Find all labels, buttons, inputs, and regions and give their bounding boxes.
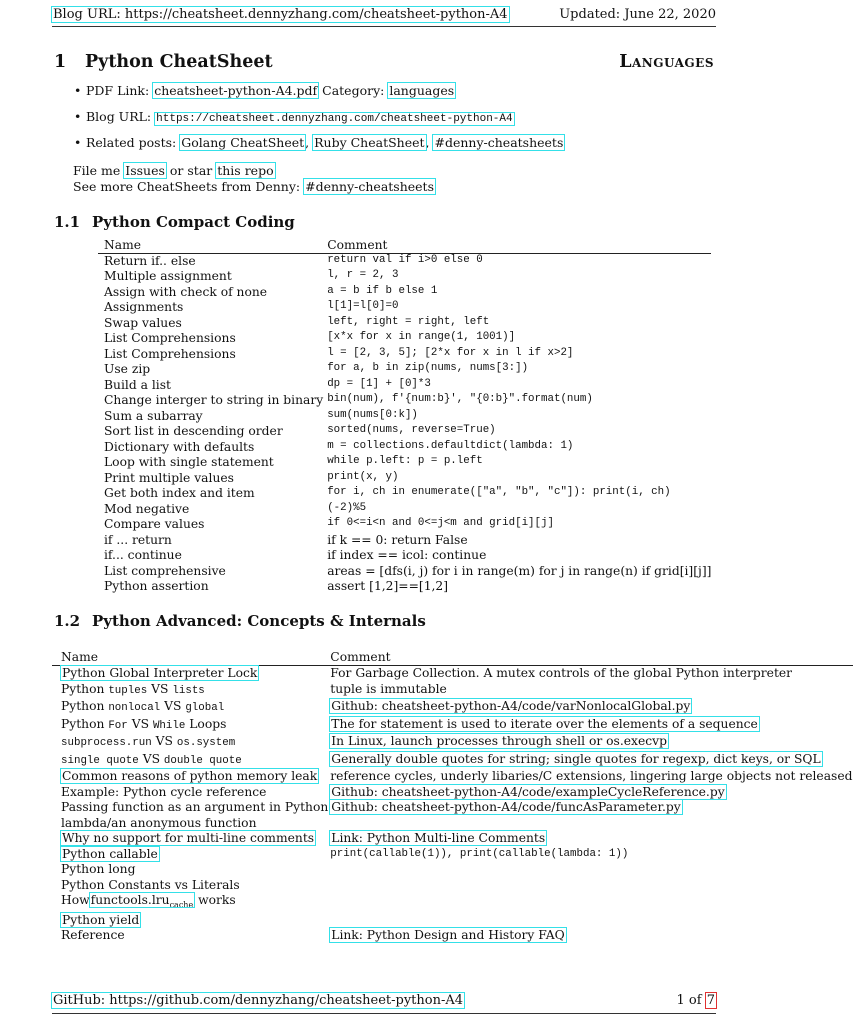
section-heading bbox=[54, 52, 714, 74]
table-row bbox=[98, 378, 711, 394]
row-name: List comprehensive bbox=[104, 563, 226, 578]
table-row bbox=[98, 564, 711, 580]
row-comment: For Garbage Collection. A mutex controls of the global Python interpreter bbox=[330, 666, 793, 680]
advanced-concepts-table bbox=[52, 650, 853, 944]
row-name: Python Constants vs Literals bbox=[61, 877, 240, 892]
row-comment bbox=[328, 878, 852, 894]
nonlocal-github-link[interactable]: Github: cheatsheet-python-A4/code/varNonlocalGlobal.py bbox=[331, 699, 691, 713]
text: Python bbox=[61, 699, 105, 713]
table-row bbox=[98, 347, 711, 363]
yield-link[interactable]: Python yield bbox=[62, 912, 140, 927]
table-row bbox=[98, 517, 711, 533]
col-name-header: Name bbox=[52, 650, 328, 666]
row-name bbox=[52, 734, 328, 752]
row-comment: print(callable(1)), print(callable(lambda: 1)) bbox=[330, 847, 629, 860]
table-header bbox=[98, 238, 711, 254]
subprocess-link[interactable]: In Linux, launch processes through shell or os.execvp bbox=[331, 734, 667, 748]
blog-url-link[interactable]: Blog URL: https://cheatsheet.dennyzhang.com/cheatsheet-python-A4 bbox=[53, 7, 508, 22]
table-row bbox=[52, 752, 853, 770]
row-comment: (-2)%5 bbox=[327, 501, 367, 514]
related-label: Related posts: bbox=[86, 135, 177, 150]
code-text: nonlocal bbox=[108, 702, 161, 714]
table-row bbox=[98, 502, 711, 518]
row-comment: a = b if b else 1 bbox=[327, 284, 438, 297]
row-comment: return val if i>0 else 0 bbox=[327, 254, 483, 266]
page-indicator bbox=[677, 993, 716, 1008]
code-text: double quote bbox=[163, 754, 242, 767]
compact-coding-table bbox=[98, 238, 711, 595]
row-comment: areas = [dfs(i, j) for i in range(m) for j in range(n) if grid[i][j]] bbox=[327, 563, 712, 578]
table-row bbox=[98, 331, 711, 347]
code-text: lists bbox=[172, 684, 205, 697]
fileme-middle: or star bbox=[169, 163, 213, 178]
bullet-icon: • bbox=[74, 109, 82, 124]
row-comment: for i, ch in enumerate(["a", "b", "c"]): print(i, ch) bbox=[327, 486, 671, 498]
category-link[interactable]: languages bbox=[389, 83, 455, 98]
code-text: tuples bbox=[108, 684, 148, 697]
table-row bbox=[52, 893, 853, 913]
table-row bbox=[52, 862, 853, 878]
row-comment: l[1]=l[0]=0 bbox=[327, 300, 399, 312]
row-comment: left, right = right, left bbox=[327, 315, 490, 328]
row-comment bbox=[328, 816, 852, 832]
subsection-title: Python Compact Coding bbox=[92, 213, 295, 231]
code-text: For bbox=[108, 719, 128, 732]
table-row bbox=[52, 816, 853, 832]
text: works bbox=[198, 893, 236, 907]
row-name: lambda/an anonymous function bbox=[61, 815, 257, 830]
row-name: Get both index and item bbox=[104, 486, 255, 500]
table-row bbox=[52, 717, 853, 735]
subsection-title: Python Advanced: Concepts & Internals bbox=[92, 612, 426, 630]
table-row bbox=[52, 682, 853, 700]
table-row bbox=[98, 285, 711, 301]
row-name: Assignments bbox=[104, 300, 184, 314]
code-text: os.system bbox=[176, 737, 236, 749]
code-text: single quote bbox=[61, 754, 139, 767]
row-comment bbox=[328, 913, 852, 929]
row-name bbox=[52, 893, 328, 913]
text: VS bbox=[164, 699, 182, 713]
text: Python bbox=[61, 681, 105, 696]
table-row bbox=[52, 831, 853, 847]
row-comment bbox=[328, 893, 852, 913]
table-row bbox=[98, 548, 711, 564]
row-comment: for a, b in zip(nums, nums[3:]) bbox=[327, 362, 529, 374]
row-name: Loop with single statement bbox=[104, 455, 274, 469]
text: VS bbox=[151, 681, 169, 696]
more-text: See more CheatSheets from Denny: bbox=[73, 179, 301, 194]
row-name: Compare values bbox=[104, 517, 205, 531]
row-name bbox=[52, 682, 328, 700]
row-name: Change interger to string in binary bbox=[104, 393, 324, 407]
row-name: Mod negative bbox=[104, 501, 190, 516]
subsection-heading bbox=[54, 213, 454, 233]
memory-leak-link[interactable]: Common reasons of python memory leak bbox=[62, 769, 318, 783]
section-category: Languages bbox=[619, 52, 714, 72]
table-row bbox=[98, 455, 711, 471]
row-name: Reference bbox=[61, 928, 125, 943]
row-name: Python assertion bbox=[104, 579, 209, 593]
row-comment bbox=[328, 862, 852, 878]
subsection-number: 1.2 bbox=[54, 612, 81, 630]
table-row bbox=[98, 362, 711, 378]
gil-link[interactable]: Python Global Interpreter Lock bbox=[62, 666, 258, 680]
text: VS bbox=[142, 751, 160, 766]
code-text: While bbox=[152, 719, 186, 732]
code-text: global bbox=[185, 702, 225, 714]
multiline-comments-ref-link[interactable]: Link: Python Multi-line Comments bbox=[331, 831, 546, 845]
table-row bbox=[98, 579, 711, 595]
row-comment: if k == 0: return False bbox=[327, 532, 468, 547]
table-row bbox=[98, 300, 711, 316]
row-name: Assign with check of none bbox=[104, 284, 268, 299]
row-name bbox=[52, 717, 328, 735]
text: VS bbox=[131, 716, 150, 731]
col-comment-header: Comment bbox=[328, 650, 852, 666]
page-footer bbox=[52, 993, 716, 1014]
col-comment-header: Comment bbox=[323, 238, 711, 254]
section-title: Python CheatSheet bbox=[85, 52, 273, 72]
more-cheatsheets-link[interactable]: #denny-cheatsheets bbox=[305, 179, 434, 194]
table-row bbox=[52, 800, 853, 816]
multiline-comments-link[interactable]: Why no support for multi-line comments bbox=[62, 831, 315, 845]
row-name: List Comprehensions bbox=[104, 346, 236, 361]
text: How bbox=[61, 893, 90, 907]
lru-subscript: cache bbox=[169, 900, 194, 910]
quotes-link[interactable]: Generally double quotes for string; single quotes for regexp, dict keys, or SQL bbox=[331, 751, 821, 766]
row-name: Python long bbox=[61, 862, 136, 876]
row-comment: if 0<=i<n and 0<=j<m and grid[i][j] bbox=[327, 517, 554, 529]
related-link-golang[interactable]: Golang CheatSheet bbox=[181, 135, 305, 150]
table-row bbox=[52, 699, 853, 717]
page-total-link[interactable]: 7 bbox=[706, 993, 715, 1008]
row-comment: bin(num), f'{num:b}', "{0:b}".format(num) bbox=[327, 393, 593, 405]
subsection-number: 1.1 bbox=[54, 213, 81, 231]
row-comment: if index == icol: continue bbox=[327, 548, 487, 562]
table-row bbox=[52, 734, 853, 752]
table-row bbox=[98, 316, 711, 332]
lru-text: functools.lru bbox=[90, 893, 170, 907]
code-text: subprocess.run bbox=[61, 737, 152, 749]
table-row bbox=[52, 847, 853, 863]
for-while-link[interactable]: The for statement is used to iterate over the elements of a sequence bbox=[331, 716, 758, 731]
col-name-header: Name bbox=[98, 238, 323, 254]
section-number: 1 bbox=[54, 52, 67, 72]
row-comment: l, r = 2, 3 bbox=[327, 269, 399, 281]
row-comment: [x*x for x in range(1, 1001)] bbox=[327, 331, 516, 343]
row-name bbox=[52, 699, 328, 717]
text: Python bbox=[61, 716, 105, 731]
table-row bbox=[52, 769, 853, 785]
updated-date: Updated: June 22, 2020 bbox=[559, 7, 716, 22]
related-link-ruby[interactable]: Ruby CheatSheet bbox=[314, 135, 425, 150]
pdf-link[interactable]: cheatsheet-python-A4.pdf bbox=[154, 83, 318, 98]
row-name: Swap values bbox=[104, 315, 182, 330]
row-name: Return if.. else bbox=[104, 254, 196, 268]
row-name: Sum a subarray bbox=[104, 408, 203, 423]
text: VS bbox=[155, 734, 173, 748]
page-prefix: 1 of bbox=[676, 993, 702, 1008]
row-comment: m = collections.defaultdict(lambda: 1) bbox=[327, 439, 574, 452]
table-row bbox=[98, 486, 711, 502]
row-comment: l = [2, 3, 5]; [2*x for x in l if x>2] bbox=[327, 346, 574, 359]
row-name: Dictionary with defaults bbox=[104, 439, 255, 454]
table-row bbox=[98, 533, 711, 549]
related-link-denny[interactable]: #denny-cheatsheets bbox=[434, 135, 564, 150]
table-row bbox=[98, 269, 711, 285]
table-row bbox=[52, 928, 853, 944]
row-name: Multiple assignment bbox=[104, 269, 232, 283]
issues-link[interactable]: Issues bbox=[125, 163, 165, 178]
table-row bbox=[98, 424, 711, 440]
table-row bbox=[52, 666, 853, 682]
table-row bbox=[98, 440, 711, 456]
lru-cache-link[interactable] bbox=[90, 893, 195, 910]
table-row bbox=[52, 785, 853, 801]
row-name: Sort list in descending order bbox=[104, 424, 283, 438]
blog-label: Blog URL: bbox=[86, 109, 152, 124]
row-name: Example: Python cycle reference bbox=[61, 784, 267, 799]
row-comment: reference cycles, underly libaries/C extensions, lingering large objects not released bbox=[330, 769, 853, 783]
text: Loops bbox=[189, 716, 227, 731]
design-faq-link[interactable]: Link: Python Design and History FAQ bbox=[331, 928, 565, 943]
table-header bbox=[52, 650, 853, 666]
blog-link[interactable]: https://cheatsheet.dennyzhang.com/cheatsheet-python-A4 bbox=[156, 113, 513, 125]
row-name: List Comprehensions bbox=[104, 331, 236, 345]
github-link[interactable]: GitHub: https://github.com/dennyzhang/cheatsheet-python-A4 bbox=[53, 993, 464, 1008]
page-header bbox=[52, 6, 716, 27]
row-name: Build a list bbox=[104, 377, 171, 392]
row-comment: sorted(nums, reverse=True) bbox=[327, 424, 496, 436]
row-comment: assert [1,2]==[1,2] bbox=[327, 579, 449, 593]
table-row bbox=[52, 878, 853, 894]
row-name bbox=[52, 752, 328, 770]
subsection-heading bbox=[54, 612, 554, 632]
row-name: if... continue bbox=[104, 548, 182, 562]
table-row bbox=[98, 471, 711, 487]
row-comment: sum(nums[0:k]) bbox=[327, 408, 418, 421]
bullet-icon: • bbox=[74, 83, 82, 98]
table-row bbox=[98, 409, 711, 425]
callable-link[interactable]: Python callable bbox=[62, 846, 158, 861]
table-row bbox=[52, 913, 853, 929]
bullet-icon: • bbox=[74, 135, 82, 150]
row-comment: dp = [1] + [0]*3 bbox=[327, 377, 431, 390]
row-comment: tuple is immutable bbox=[330, 681, 447, 696]
fileme-prefix: File me bbox=[73, 163, 121, 178]
row-comment: while p.left: p = p.left bbox=[327, 455, 483, 467]
row-name: Print multiple values bbox=[104, 470, 234, 485]
func-as-param-link[interactable]: Github: cheatsheet-python-A4/code/funcAsParameter.py bbox=[331, 800, 681, 814]
row-name: Passing function as an argument in Python bbox=[61, 800, 329, 814]
file-me-text bbox=[73, 163, 435, 195]
repo-link[interactable]: this repo bbox=[217, 163, 274, 178]
row-name: if ... return bbox=[104, 532, 172, 547]
category-label: Category: bbox=[322, 83, 385, 98]
pdf-label: PDF Link: bbox=[86, 83, 150, 98]
cycle-reference-link[interactable]: Github: cheatsheet-python-A4/code/exampleCycleReference.py bbox=[331, 784, 725, 799]
row-name: Use zip bbox=[104, 362, 151, 376]
table-row bbox=[98, 254, 711, 270]
row-comment: print(x, y) bbox=[327, 470, 399, 483]
table-row bbox=[98, 393, 711, 409]
